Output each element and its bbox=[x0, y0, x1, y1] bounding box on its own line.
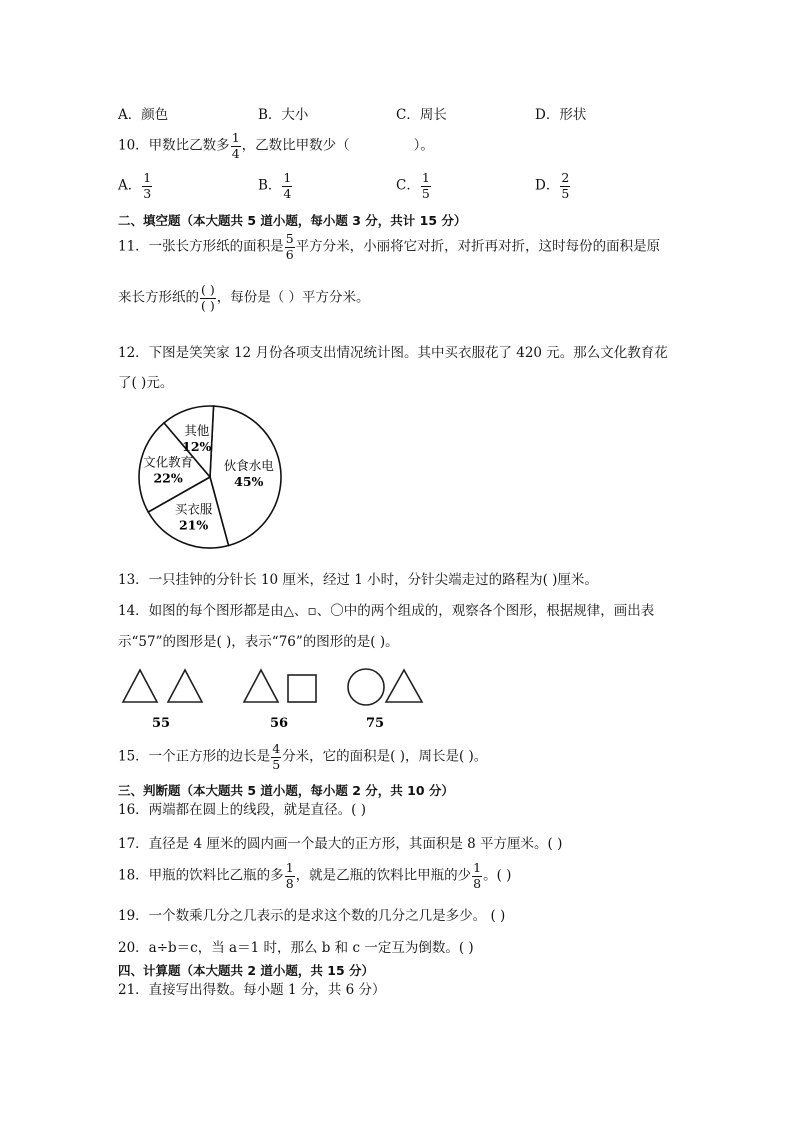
pie-slice-label: 伙食水电 bbox=[223, 457, 274, 473]
section-3-heading: 三、判断题（本大题共 5 道小题，每小题 2 分，共 10 分） bbox=[118, 783, 454, 798]
triangle-shape bbox=[168, 670, 202, 702]
pie-slice-label: 买衣服 bbox=[174, 501, 213, 517]
question-20: 20．a÷b＝c，当 a＝1 时，那么 b 和 c 一定互为倒数。( ) bbox=[118, 940, 474, 956]
question-18: 18．甲瓶的饮料比乙瓶的多 $\frac{1}{8}$ ，就是乙瓶的饮料比甲瓶的少 $\frac{1}{8}$ 。( ) bbox=[118, 860, 512, 891]
q10-option-a: A． $\frac{1}{3}$ bbox=[118, 170, 152, 201]
question-10 bbox=[118, 132, 434, 160]
q9-option-b: B．大小 bbox=[258, 107, 309, 123]
pie-slice-label: 其他 bbox=[184, 423, 210, 438]
shape-label-75: 75 bbox=[365, 716, 385, 731]
square-shape bbox=[288, 675, 316, 702]
question-21: 21．直接写出得数。每小题 1 分，共 6 分） bbox=[118, 982, 386, 998]
pie-slice-percent: 22% bbox=[153, 470, 183, 486]
pie-slice-percent: 12% bbox=[182, 439, 212, 454]
q15-fraction: $\frac{4}{5}$ bbox=[272, 741, 281, 772]
q10-text-post: ，乙数比甲数少（ bbox=[241, 137, 350, 154]
section-2-heading: 二、填空题（本大题共 5 道小题，每小题 3 分，共计 15 分） bbox=[118, 213, 467, 228]
question-15: 15．一个正方形的边长是 $\frac{4}{5}$ 分米，它的面积是( )，周长是( )。 bbox=[118, 741, 488, 772]
section-4-heading: 四、计算题（本大题共 2 道小题，共 15 分） bbox=[118, 963, 375, 978]
q9-option-a: A．颜色 bbox=[118, 107, 169, 123]
q11-answer-fraction-blank[interactable]: $\frac{( )}{( )}$ bbox=[201, 282, 215, 313]
q10-option-b: B． $\frac{1}{4}$ bbox=[258, 170, 292, 201]
question-12-line1: 12．下图是笑笑家 12 月份各项支出情况统计图。其中买衣服花了 420 元。那么文化教育花 bbox=[118, 345, 668, 361]
q11-fraction: $\frac{5}{6}$ bbox=[285, 231, 294, 262]
q10-fraction: $\frac{1}{4}$ bbox=[231, 130, 240, 161]
shape-label-56: 56 bbox=[269, 716, 289, 731]
q14-shapes bbox=[118, 664, 438, 734]
question-14-line1: 14．如图的每个图形都是由△、▫、〇中的两个组成的，观察各个图形，根据规律，画出表 bbox=[118, 603, 655, 619]
question-17: 17．直径是 4 厘米的圆内画一个最大的正方形，其面积是 8 平方厘米。( ) bbox=[118, 836, 563, 852]
q10-option-c: C． $\frac{1}{5}$ bbox=[396, 170, 430, 201]
triangle-shape bbox=[123, 670, 157, 702]
question-13: 13．一只挂钟的分针长 10 厘米，经过 1 小时，分针尖端走过的路程为( )厘米。 bbox=[118, 572, 598, 588]
q18-fraction-2: $\frac{1}{8}$ bbox=[473, 860, 482, 891]
circle-shape bbox=[348, 669, 384, 705]
q18-fraction-1: $\frac{1}{8}$ bbox=[285, 860, 294, 891]
pie-chart bbox=[125, 397, 295, 557]
shape-label-55: 55 bbox=[151, 716, 171, 731]
q10-option-d: D． $\frac{2}{5}$ bbox=[535, 170, 570, 201]
q10-text-pre: 10．甲数比乙数多 bbox=[118, 137, 230, 154]
question-11-line1: 11．一张长方形纸的面积是 $\frac{5}{6}$ 平方分米，小丽将它对折，对折再对折，这时每份的面积是原 bbox=[118, 231, 661, 262]
pie-slice-percent: 21% bbox=[178, 517, 209, 533]
q9-option-c: C．周长 bbox=[396, 107, 447, 123]
pie-slice-percent: 45% bbox=[234, 473, 264, 489]
triangle-shape bbox=[244, 670, 278, 702]
question-19: 19．一个数乘几分之几表示的是求这个数的几分之几是多少。 ( ) bbox=[118, 908, 506, 924]
question-11-line2: 来长方形纸的 $\frac{( )}{( )}$ ，每份是（ ）平方分米。 bbox=[118, 282, 370, 313]
triangle-shape bbox=[386, 670, 422, 702]
q10-text-close: ）。 bbox=[413, 137, 434, 154]
question-12-line2: 了( )元。 bbox=[118, 375, 174, 391]
pie-slice-label: 文化教育 bbox=[143, 454, 194, 470]
question-16: 16．两端都在圆上的线段，就是直径。( ) bbox=[118, 802, 367, 818]
q9-option-d: D．形状 bbox=[535, 107, 587, 123]
question-14-line2: 示“57”的图形是( )，表示“76”的图形的是( )。 bbox=[118, 634, 399, 650]
